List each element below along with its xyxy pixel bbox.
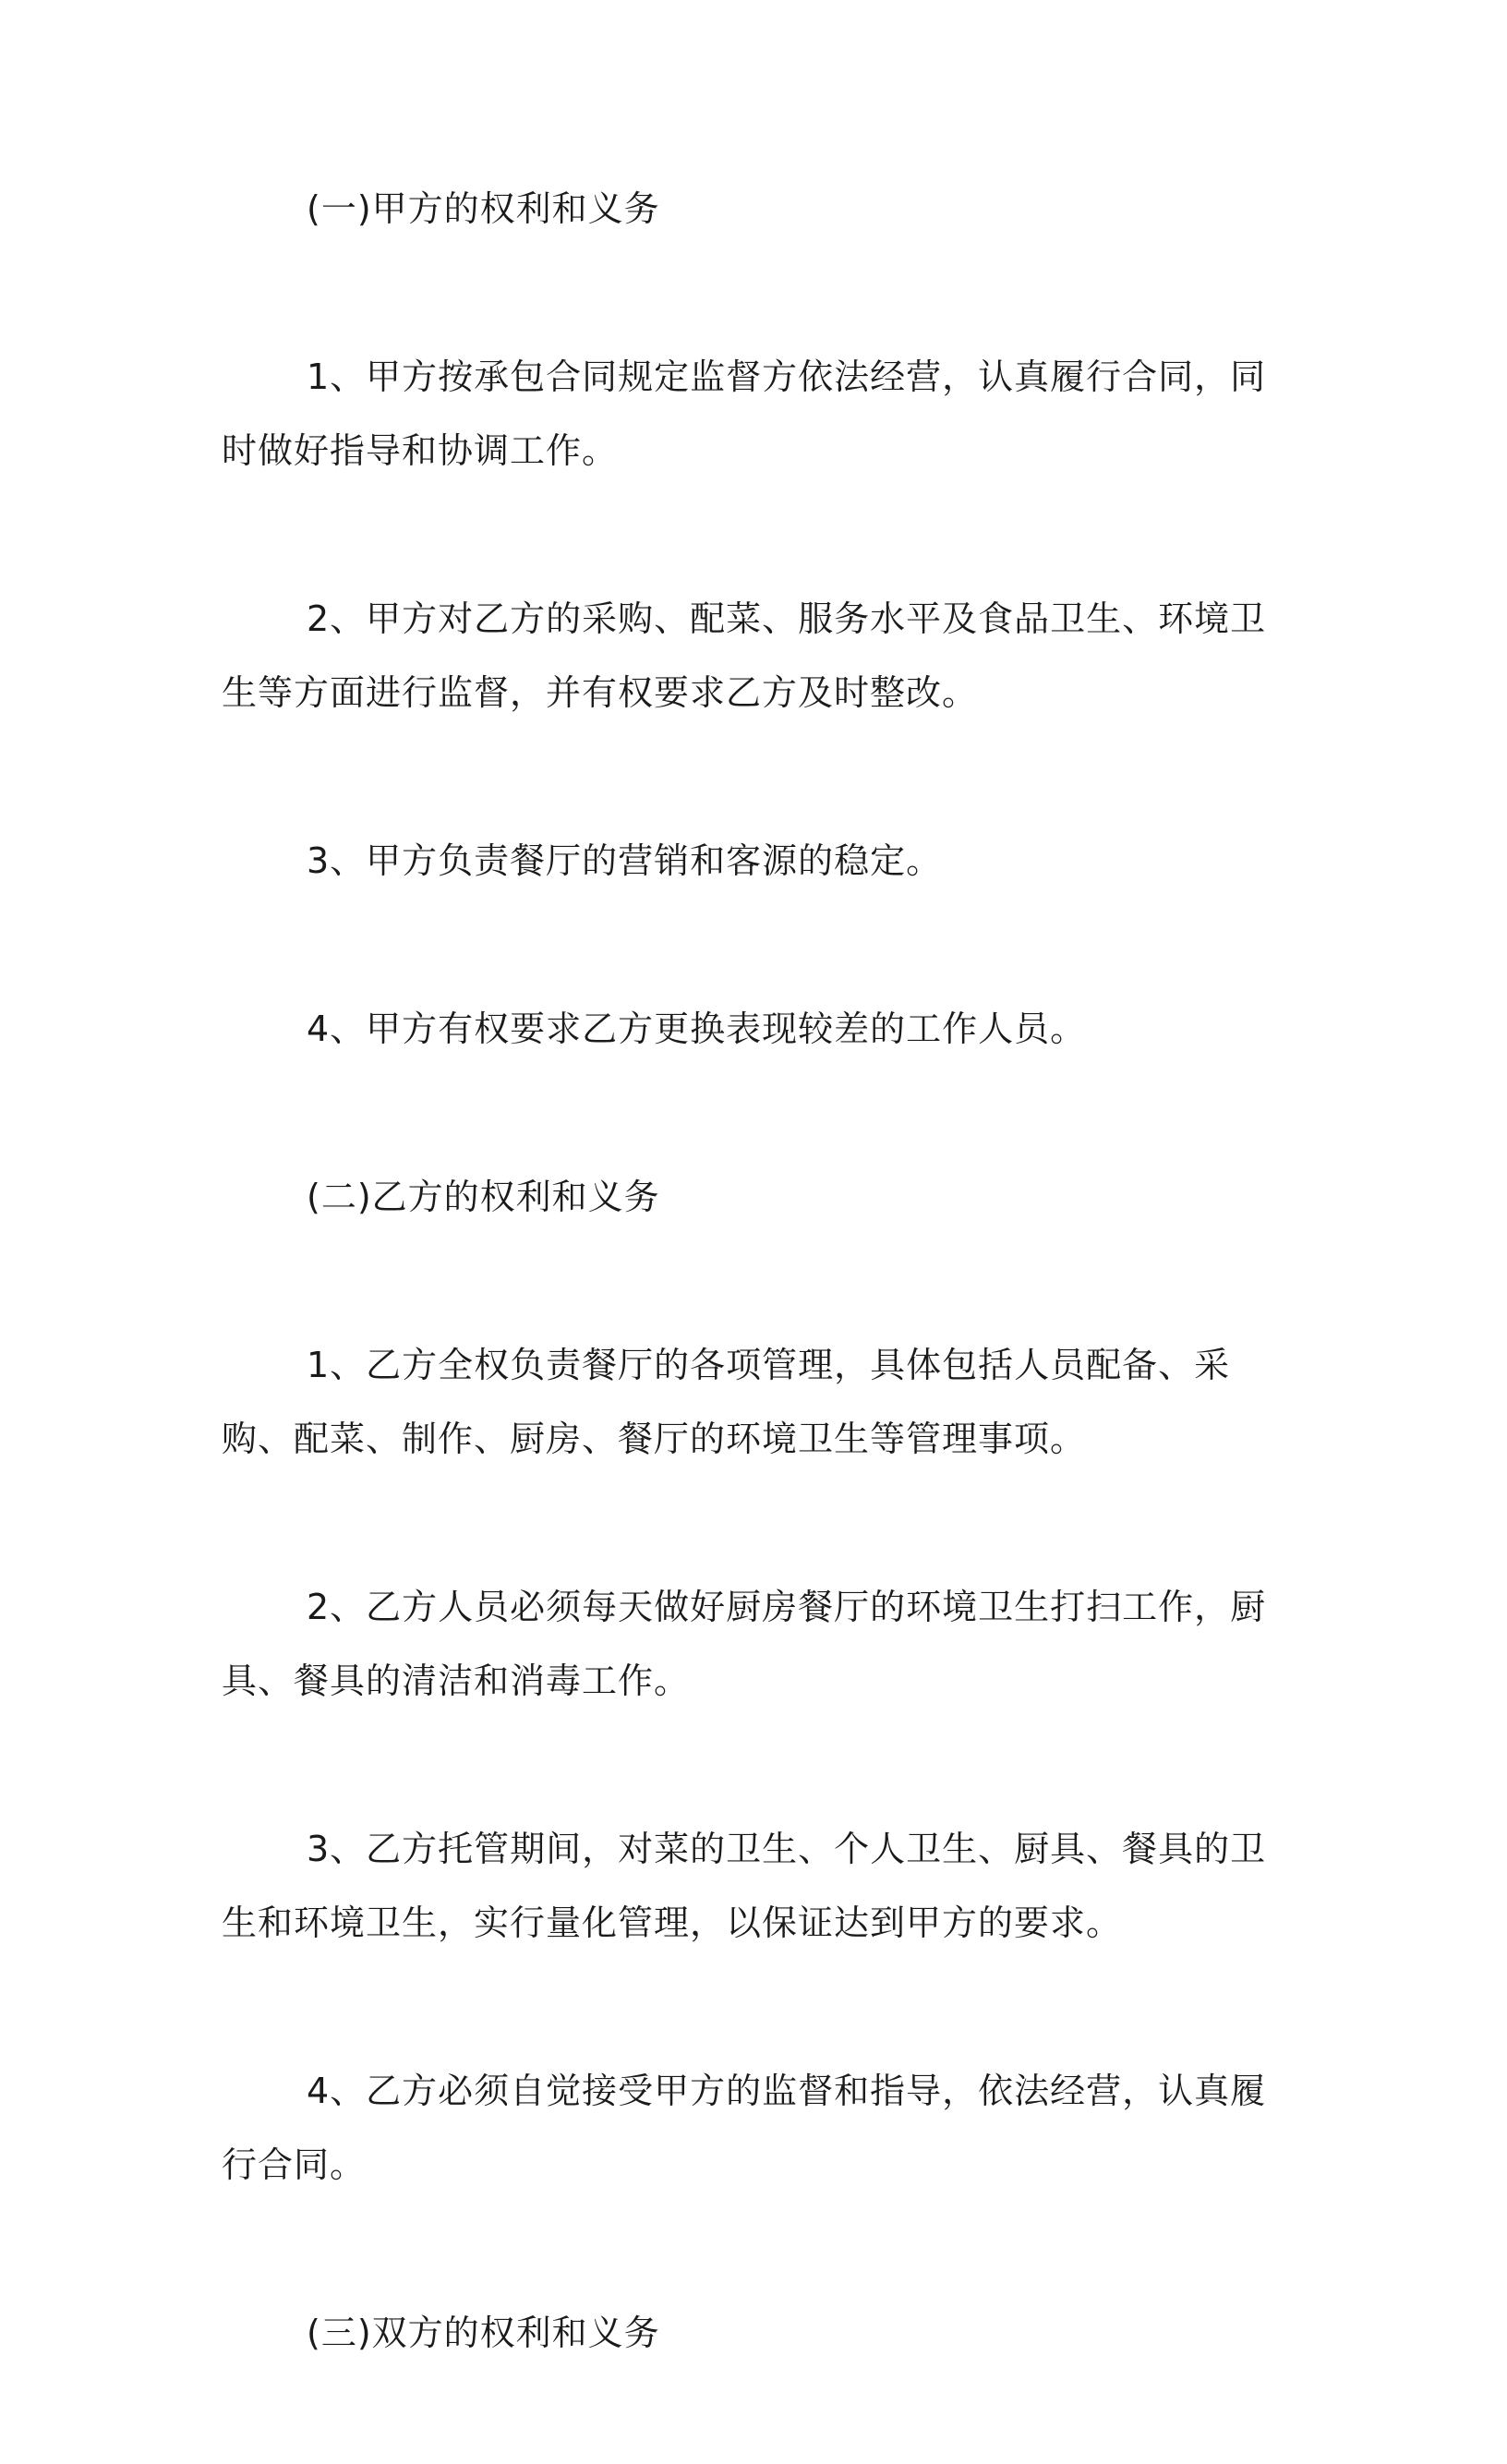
party-b-item-1: 1、乙方全权负责餐厅的各项管理，具体包括人员配备、采购、配菜、制作、厨房、餐厅的环境卫生等管理事项。 <box>222 1345 1231 1459</box>
party-b-item-4: 4、乙方必须自觉接受甲方的监督和指导，依法经营，认真履行合同。 <box>222 2071 1267 2185</box>
section-heading-both-parties: (三)双方的权利和义务 <box>307 2313 660 2353</box>
party-b-item-3: 3、乙方托管期间，对菜的卫生、个人卫生、厨具、餐具的卫生和环境卫生，实行量化管理，以保证达到甲方的要求。 <box>222 1829 1267 1943</box>
party-b-item-2: 2、乙方人员必须每天做好厨房餐厅的环境卫生打扫工作，厨具、餐具的清洁和消毒工作。 <box>222 1587 1267 1701</box>
section-heading-party-b: (二)乙方的权利和义务 <box>307 1177 660 1217</box>
document-body <box>222 172 1284 2464</box>
party-a-item-2: 2、甲方对乙方的采购、配菜、服务水平及食品卫生、环境卫生等方面进行监督，并有权要求乙方及时整改。 <box>222 598 1267 713</box>
party-a-item-4: 4、甲方有权要求乙方更换表现较差的工作人员。 <box>307 1009 1087 1049</box>
section-heading-party-a: (一)甲方的权利和义务 <box>307 188 660 229</box>
party-a-item-1: 1、甲方按承包合同规定监督方依法经营，认真履行合同，同时做好指导和协调工作。 <box>222 356 1267 471</box>
party-a-item-3: 3、甲方负责餐厅的营销和客源的稳定。 <box>307 840 943 881</box>
